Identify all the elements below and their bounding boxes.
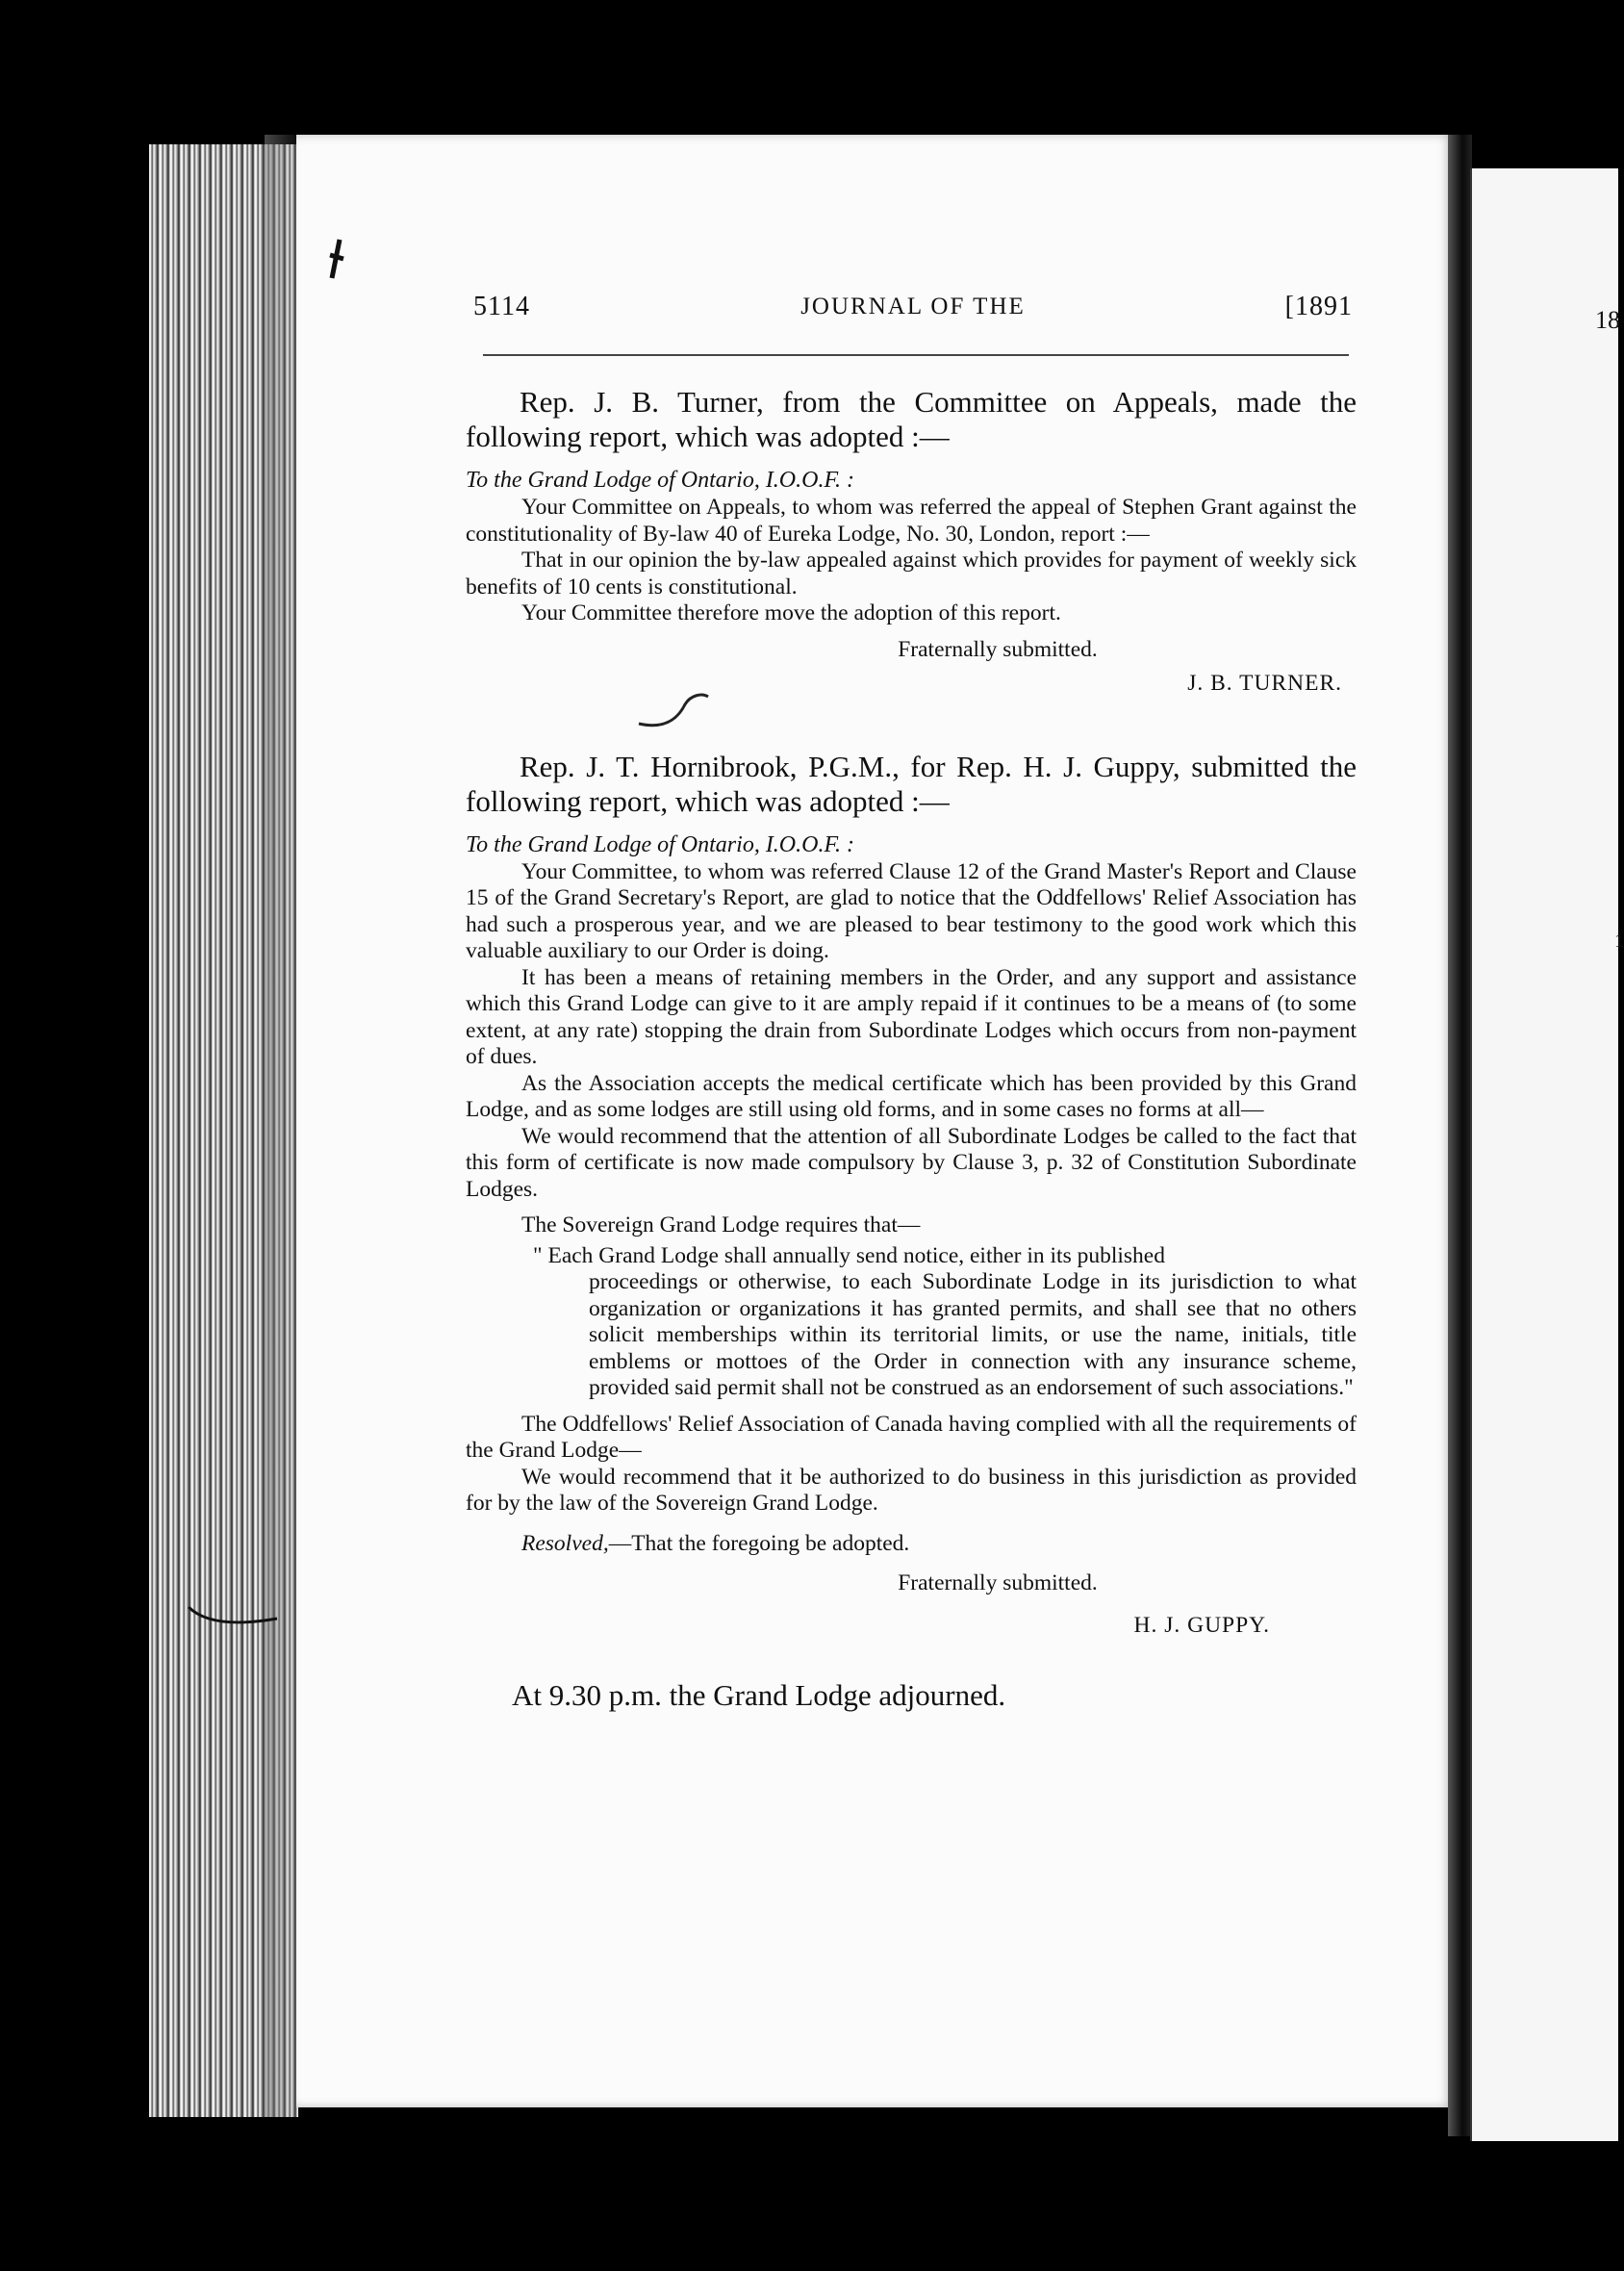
page-year: [1891 — [1284, 292, 1353, 321]
header-rule — [483, 354, 1349, 356]
resolved-label: Resolved, — [521, 1530, 609, 1556]
report-paragraph: It has been a means of retaining members in the Order, and any support and assistance which this Grand Lodge can give to it are amply repaid if it continues to be a means of (to some extent, at any rate) stopping the drain from Subordinate Lodges which occurs from non-payment of dues. — [466, 964, 1357, 1069]
signer-name: H. J. GUPPY. — [1133, 1612, 1270, 1638]
report-paragraph: That in our opinion the by-law appealed against which provides for payment of weekly sick benefits of 10 cents is constitutional. — [466, 548, 1357, 600]
facing-page-text: 1 — [1614, 931, 1624, 952]
ink-mark-icon — [322, 236, 351, 284]
page-gutter — [1448, 135, 1472, 2136]
page-number: 5114 — [473, 292, 530, 321]
report-intro: Rep. J. B. Turner, from the Committee on Appeals, made the following report, which was adopted :— — [466, 385, 1357, 453]
signer-name: J. B. TURNER. — [1187, 671, 1342, 696]
report-paragraph: We would recommend that the attention of all Subordinate Lodges be called to the fact that this form of certificate is now made compulsory by Clause 3, p. 32 of Constitution Subordinate Lodges. — [466, 1123, 1357, 1202]
quotation-first-line: " Each Grand Lodge shall annually send notice, either in its published — [533, 1242, 1165, 1268]
facing-page-fragment — [1470, 168, 1624, 2141]
report-paragraph: The Oddfellows' Relief Association of Canada having complied with all the requirements of the Grand Lodge— — [466, 1411, 1357, 1463]
report-paragraph: Your Committee, to whom was referred Clause 12 of the Grand Master's Report and Clause 15 of the Grand Secretary's Report, are glad to notice that the Oddfellows' Relief Association has had such a prosperous year, and we are pleased to bear testimony to the good work which this valuable auxiliary to our Order is doing. — [466, 858, 1357, 963]
signoff: Fraternally submitted. — [898, 636, 1098, 662]
report-paragraph: As the Association accepts the medical certificate which has been provided by this Grand Lodge, and as some lodges are still using old forms, and in some cases no forms at all— — [466, 1070, 1357, 1122]
facing-page-text: 18 — [1595, 306, 1620, 334]
report-address: To the Grand Lodge of Ontario, I.O.O.F. : — [466, 468, 855, 493]
report-paragraph: Your Committee on Appeals, to whom was referred the appeal of Stephen Grant against the constitutionality of By-law 40 of Eureka Lodge, No. 30, London, report :— — [466, 495, 1357, 547]
quotation-body: proceedings or otherwise, to each Subordinate Lodge in its jurisdiction to what organization or organizations it has granted permits, and shall see that no others solicit memberships within its territorial limits, or use the name, initials, title emblems or mottoes of the Order in connection with any insurance scheme, provided said permit shall not be construed as an endorsement of such associations." — [589, 1269, 1357, 1400]
signoff: Fraternally submitted. — [898, 1570, 1098, 1595]
resolution — [466, 1531, 1357, 1558]
running-head — [473, 292, 1353, 330]
sovereign-intro: The Sovereign Grand Lodge requires that— — [521, 1212, 921, 1238]
report-intro: Rep. J. T. Hornibrook, P.G.M., for Rep. H. J. Guppy, submitted the following report, which was adopted :— — [466, 749, 1357, 818]
resolved-text: —That the foregoing be adopted. — [608, 1530, 910, 1556]
pencil-mark-icon — [185, 1597, 281, 1636]
report-paragraph: Your Committee therefore move the adoption of this report. — [521, 600, 1061, 625]
section-gap — [466, 698, 1357, 750]
report-address: To the Grand Lodge of Ontario, I.O.O.F. : — [466, 831, 855, 857]
section-gap — [466, 1639, 1357, 1677]
running-title: JOURNAL OF THE — [800, 293, 1026, 319]
adjournment-line: At 9.30 p.m. the Grand Lodge adjourned. — [512, 1678, 1006, 1712]
report-paragraph: We would recommend that it be authorized to do business in this jurisdiction as provided for by the law of the Sovereign Grand Lodge. — [466, 1464, 1357, 1516]
pencil-mark-icon — [635, 691, 712, 731]
page-body — [466, 385, 1357, 1714]
